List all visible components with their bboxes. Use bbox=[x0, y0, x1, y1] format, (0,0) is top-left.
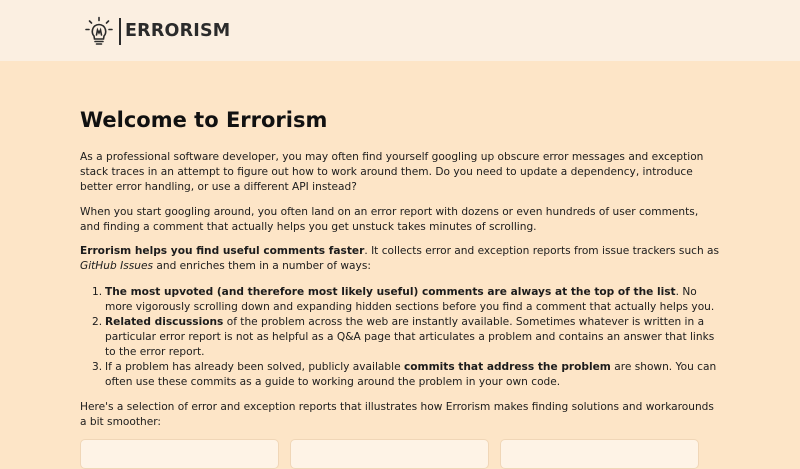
lightbulb-icon bbox=[84, 16, 114, 46]
page-title: Welcome to Errorism bbox=[80, 108, 328, 132]
helps-rest-1: . It collects error and exception reports from issue trackers such as bbox=[364, 245, 720, 257]
report-card[interactable] bbox=[290, 439, 489, 469]
github-issues-text: GitHub Issues bbox=[80, 260, 153, 272]
list-number: 3. bbox=[92, 361, 103, 373]
site-logo[interactable] bbox=[84, 16, 230, 46]
site-header bbox=[0, 0, 800, 61]
list-item bbox=[80, 360, 720, 390]
report-card[interactable] bbox=[500, 439, 699, 469]
feature-pre: If a problem has already been solved, publicly available bbox=[105, 361, 404, 373]
report-cards bbox=[80, 439, 720, 459]
feature-post: of the problem across the web are instantly available. Sometimes whatever is written in a particular error report is not as helpful as a Q&A page that articulates a problem and contains an answer that links to the error report. bbox=[105, 316, 715, 358]
intro-paragraph: As a professional software developer, you may often find yourself googling up obscure error messages and exception stack traces in an attempt to figure out how to work around them. Do you need to update a dependency, introduce better error handling, or use a different API instead? bbox=[80, 151, 704, 193]
selection-paragraph: Here's a selection of error and exception reports that illustrates how Errorism makes finding solutions and workarounds a bit smoother: bbox=[80, 401, 714, 428]
feature-post: are shown. You can often use these commits as a guide to working around the problem in your own code. bbox=[105, 361, 717, 388]
feature-bold: The most upvoted (and therefore most likely useful) comments are always at the top of the list bbox=[105, 286, 676, 298]
helps-paragraph bbox=[80, 244, 720, 274]
logo-text: ERRORISM bbox=[125, 21, 231, 41]
logo-divider bbox=[119, 18, 121, 45]
feature-post: . No more vigorously scrolling down and expanding hidden sections before you find a comment that actually helps you. bbox=[105, 286, 715, 313]
list-item bbox=[80, 285, 720, 315]
problem-paragraph: When you start googling around, you often land on an error report with dozens or even hundreds of user comments, and finding a comment that actually helps you get unstuck takes minutes of scrolling. bbox=[80, 206, 699, 233]
feature-bold: commits that address the problem bbox=[403, 361, 611, 373]
list-number: 2. bbox=[92, 316, 103, 328]
feature-bold: Related discussions bbox=[105, 316, 224, 328]
list-number: 1. bbox=[92, 286, 103, 298]
helps-bold: Errorism helps you find useful comments faster bbox=[80, 245, 365, 257]
list-item bbox=[80, 315, 720, 360]
helps-rest-2: and enriches them in a number of ways: bbox=[153, 260, 371, 272]
feature-list bbox=[80, 285, 720, 390]
report-card[interactable] bbox=[80, 439, 279, 469]
